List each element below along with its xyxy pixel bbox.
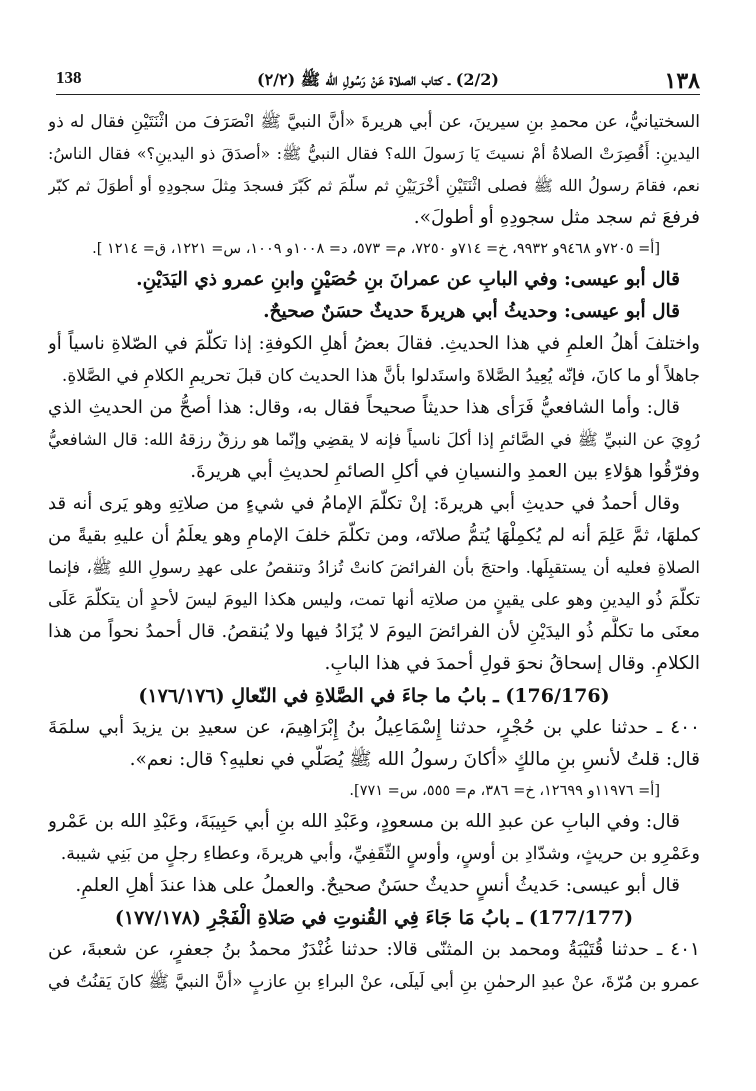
text-line: جاهلاً أو ما كانَ، فإنّه يُعِيدُ الصَّلاةَ واستَدلوا بأنَّ هذا الحديث كان قبلَ تحريمِ الكلامِ في الصَّلاةِ. [61,366,700,386]
text-line: وعَمْرِو بن حريثٍ، وشدّادِ بن أوسٍ، وأوسٍ الثّقَفِيِّ، وأبي هريرةَ، وعطاءِ رجلٍ من بَنِي شيبة. [60,844,700,864]
text-line: الصلاةِ فعليه أن يستقبِلَها. واحتجَ بأن الفرائضَ كانتْ تُزادُ وتنقصُ على عهدِ رسولِ اللهِ ﷺ، فإنما [48,558,700,577]
hadith-line: ٤٠٠ ـ حدثنا علي بن حُجْرٍ، حدثنا إِسْمَاعِيلُ بنُ إِبْرَاهِيمَ، عن سعيدِ بن يزيدَ أبي سلمَةَ [48,717,700,738]
text-line: وقال أحمدُ في حديثِ أبي هريرةَ: إنْ تكلّمَ الإمامُ في شيءٍ من صلاتِهِ وهو يَرى أنه قد [48,493,680,514]
text-line: قال: وفي البابِ عن عبدِ الله بن مسعودٍ، وعَبْدِ الله بنِ أبي حَبِيبَةَ، وعَبْدِ الله بن عَمْرو [48,811,680,832]
page-header [56,68,700,95]
text-line: السختيانيُّ، عن محمدِ بنِ سيرينَ، عن أبي هريرةَ «أنَّ النبيَّ ﷺ انْصَرَفَ من اثْنَتَيْنِ فقال له ذو [48,112,700,132]
text-line: وفرّقُوا هؤلاءِ بين العمدِ والنسيانِ في أكلِ الصائمِ لحديثِ أبي هريرةَ. [190,461,700,482]
page-number-arabic: ١٣٨ [664,68,700,94]
text-line: اليدينِ: أَقُصِرَتْ الصلاةُ أمْ نسيتَ يَا رَسولَ الله؟ فقال النبيُّ ﷺ: «أصدَقَ ذو اليدينِ؟» فقال الناسُ: [48,144,700,163]
text-line: واختلفَ أهلُ العلمِ في هذا الحديثِ. فقالَ بعضُ أهلِ الكوفةِ: إذا تكلّمَ في الصّلاةِ ناسياً أو [48,333,700,354]
text-line: فرفعَ ثم سجد مثل سجودِهِ أو أطولَ». [413,207,700,228]
chapter-heading: (176/176) ـ بابُ ما جاءَ في الصَّلاةِ في النّعالِ (١٧٦/١٧٦) [138,685,610,707]
text-line: الكلامِ. وقال إسحاقُ نحوَ قولِ أحمدَ في هذا البابِ. [324,653,700,674]
text-line: قال أبو عيسى: وفي البابِ عن عمرانَ بنِ حُصَيْنٍ وابنِ عمرو ذي اليَدَيْنِ. [136,269,680,290]
page-number-latin: 138 [56,68,82,87]
running-title: (2/2) ـ كتاب الصلاة عَنْ رَسُولِ الله ﷺ (٢/٢) [256,70,499,89]
text-line: قال أبو عيسى: حَديثُ أنسٍ حديثٌ حسَنٌ صحيحٌ. والعملُ على هذا عندَ أهلِ العلمِ. [75,875,680,896]
citation-line: [أ= ١١٩٧٦و ١٢٦٩٩، خ= ٣٨٦، م= ٥٥٥، س= ٧٧١]. [349,783,660,799]
hadith-line: عمرو بن مُرّةَ، عنْ عبدِ الرحمٰنِ بنِ أبي لَيلَى، عنْ البراءِ بنِ عازبٍ «أنَّ النبيَّ ﷺ كانَ يَقنُتُ في [48,972,700,992]
chapter-heading: (177/177) ـ بابُ مَا جَاءَ فِي القُنوتِ في صَلاةِ الْفَجْرِ (١٧٧/١٧٨) [114,907,634,929]
citation-line: [أ= ٧٢٠٥و ٩٤٦٨و ٩٩٣٢، خ= ٧١٤و ٧٢٥٠، م= ٥٧٣، د= ١٠٠٨و ١٠٠٩، س= ١٢٢١، ق= ١٢١٤ ]. [92,241,660,257]
text-line: نعم، فقامَ رسولُ الله ﷺ فصلى اثْنَتَيْنِ أخْرَيَيْنِ ثم سلّمَ ثم كَبّرَ فسجدَ مِثلَ سجودِهِ أو أطوَلَ ثم كبّر [48,176,700,195]
text-line: تكلّمَ ذُو اليدينِ وهو على يقينٍ من صلاتِه أنها تمت، وليس هكذا اليومَ ليسَ لأحدٍ أن يتكلّمَ عَلَى [48,590,700,610]
text-line: قال: وأما الشافعيُّ فَرَأى هذا حديثاً صحيحاً فقال به، وقال: هذا أصحُّ من الحديثِ الذي [48,397,680,418]
text-line: كملهَا، ثمَّ عَلِمَ أنه لم يُكمِلْهَا يُتمُّ صلاتَه، ومن تكلّمَ خلفَ الإمامِ وهو يعلَمُ أن عليهِ بقيةً من [48,525,700,546]
page-body [48,106,700,998]
text-line: قال أبو عيسى: وحديثُ أبي هريرةَ حديثٌ حسَنٌ صحيحٌ. [263,301,680,322]
hadith-line: قال: قلتُ لأنسِ بنِ مالكٍ «أكانَ رسولُ الله ﷺ يُصَلّي في نعليهِ؟ قال: نعم». [129,749,700,770]
hadith-line: ٤٠١ ـ حدثنا قُتَيْبَةُ ومحمد بن المثنّى قالا: حدثنا غُنْدَرٌ محمدُ بنُ جعفرٍ، عن شعبةَ، عن [48,939,700,960]
text-line: رُوِيَ عن النبيِّ ﷺ في الصَّائمِ إذا أكلَ ناسياً فإنه لا يقضِي وإنّما هو رزقٌ رزقهُ الله: قال الشافعيُّ [48,430,700,449]
text-line: معنَى ما تكلَّم ذُو اليدَيْنِ لأن الفرائضَ اليومَ لا يُزَادُ فيها ولا يُنقصُ. قال أحمدُ نحواً من هذا [48,621,700,642]
